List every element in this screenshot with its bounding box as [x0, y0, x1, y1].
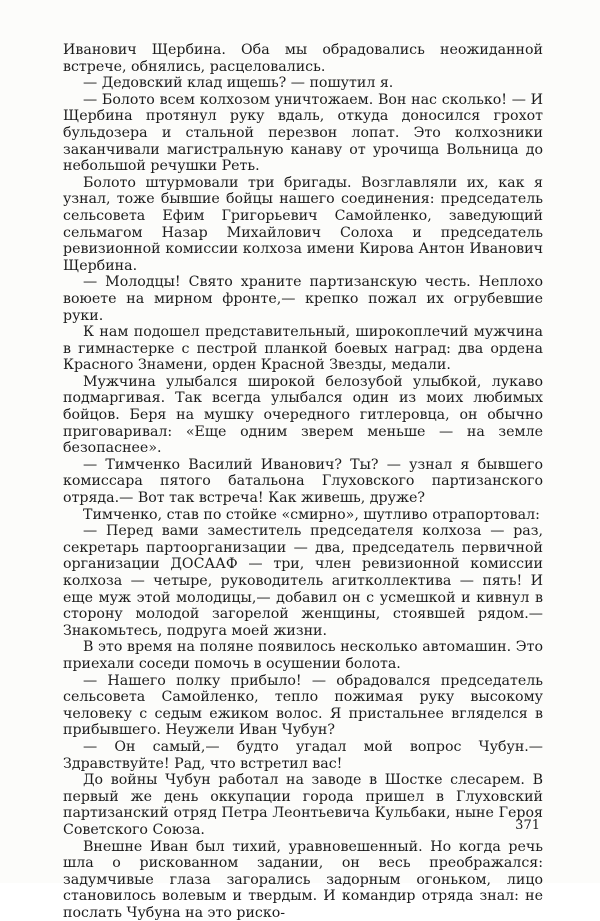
page-number: 371 — [515, 818, 540, 833]
paragraph: Тимченко, став по стойке «смирно», шутливо отрапортовал: — [63, 507, 543, 524]
paragraph: — Болото всем колхозом уничтожаем. Вон нас сколько! — И Щербина протянул руку вдаль, откуда доносился грохот бульдозера и стальной перезвон лопат. Это колхозники заканчивали магистральную канаву от урочища Вольница до небольшой речушки Реть. — [63, 92, 543, 175]
paragraph: В это время на поляне появилось несколько автомашин. Это приехали соседи помочь в осушении болота. — [63, 639, 543, 672]
paragraph: — Он самый,— будто угадал мой вопрос Чубун.— Здравствуйте! Рад, что встретил вас! — [63, 739, 543, 772]
paragraph: До войны Чубун работал на заводе в Шостке слесарем. В первый же день оккупации города пришел в Глуховский партизанский отряд Петра Леонтьевича Кульбаки, ныне Героя Советского Союза. — [63, 772, 543, 838]
paragraph: — Молодцы! Свято храните партизанскую честь. Неплохо воюете на мирном фронте,— крепко пожал их огрубевшие руки. — [63, 274, 543, 324]
paragraph: — Перед вами заместитель председателя колхоза — раз, секретарь партоорганизации — два, председатель первичной организации ДОСААФ — три, член ревизионной комиссии колхоза — четыре, руководитель агитколлектива — пять! И еще муж этой молодицы,— добавил он с усмешкой и кивнул в сторону молодой загорелой женщины, стоявшей рядом.— Знакомьтесь, подруга моей жизни. — [63, 523, 543, 639]
paragraph: Иванович Щербина. Оба мы обрадовались неожиданной встрече, обнялись, расцеловались. — [63, 42, 543, 75]
paragraph: Мужчина улыбался широкой белозубой улыбкой, лукаво подмаргивая. Так всегда улыбался один из моих любимых бойцов. Беря на мушку очередного гитлеровца, он обычно приговаривал: «Еще одним зверем меньше — на земле безопаснее». — [63, 374, 543, 457]
paragraph: — Нашего полку прибыло! — обрадовался председатель сельсовета Самойленко, тепло пожимая руку высокому человеку с седым ежиком волос. Я пристальнее вгляделся в прибывшего. Неужели Иван Чубун? — [63, 673, 543, 739]
paragraph: — Дедовский клад ищешь? — пошутил я. — [63, 75, 543, 92]
paragraph: — Тимченко Василий Иванович? Ты? — узнал я бывшего комиссара пятого батальона Глуховского партизанского отряда.— Вот так встреча! Как живешь, друже? — [63, 457, 543, 507]
paragraph: Болото штурмовали три бригады. Возглавляли их, как я узнал, тоже бывшие бойцы нашего соединения: председатель сельсовета Ефим Григорьевич Самойленко, заведующий сельмагом Назар Михайлович Солоха и председатель ревизионной комиссии колхоза имени Кирова Антон Иванович Щербина. — [63, 175, 543, 275]
paragraph: Внешне Иван был тихий, уравновешенный. Но когда речь шла о рискованном задании, он весь преображался: задумчивые глаза загорались задорным огоньком, лицо становилось волевым и твердым. И командир отряда знал: не послать Чубуна на это риско- — [63, 839, 543, 921]
paragraph: К нам подошел представительный, широкоплечий мужчина в гимнастерке с пестрой планкой боевых наград: два ордена Красного Знамени, орден Красной Звезды, медали. — [63, 324, 543, 374]
body-text — [63, 42, 543, 921]
